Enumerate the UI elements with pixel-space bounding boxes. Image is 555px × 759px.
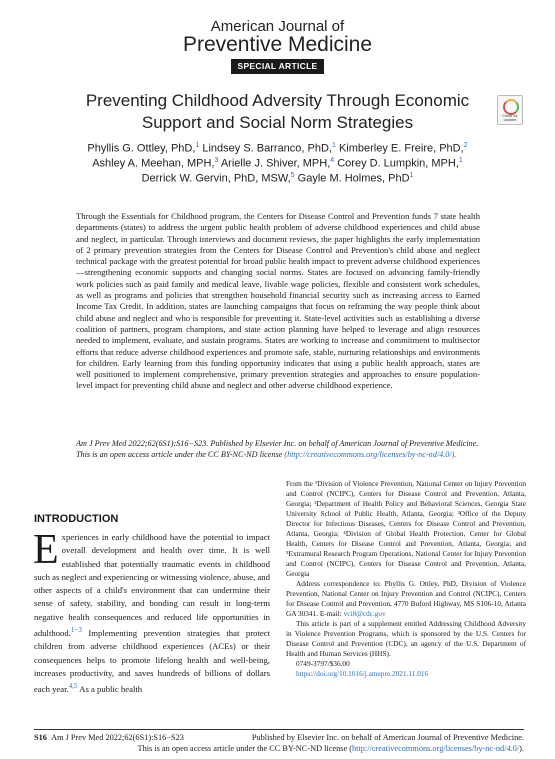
issn-price: 0749-3797/$36.00 [296, 659, 350, 668]
title-line1: Preventing Childhood Adversity Through Economic [85, 91, 470, 110]
affiliation-ref[interactable]: 1 [195, 142, 200, 149]
abstract-text: Through the Essentials for Childhood program, the Centers for Disease Control and Prevention funds 7 state health departments (states) to address the urgent public health problem of adverse childhood experiences and child abuse and neglect, in particular. Through interviews and document reviews, the paper highlights the early implementation of 2 primary prevention strategies from the Centers for Disease Control and Prevention's child abuse and neglect technical package with the greatest potential for broad public health impact to prevent adverse childhood experiences—strengthening economic supports and changing social norms. States are focused on advancing family-friendly work policies such as paid family and medical leave, livable wage policies, flexible and consistent work schedules, as well as programs and policies that strengthen household financial security such as increasing access to Earned Income Tax Credit. In addition, states are launching campaigns that focus on reframing the way people think about child abuse and neglect and who is responsible for preventing it. State-level activities such as establishing a diverse coalition of partners, program champions, and state action planning have helped to leverage and align resources needed to implement, evaluate, and sustain programs. States are working to increase and commitment to multisector efforts that reduce adverse childhood experiences and promote safe, stable, nurturing relationships and environments for children. Early learning from this funding opportunity indicates that using a public health approach, states are well positioned to implement comprehensive, primary prevention strategies and approaches to ensure population-level impact for preventing child abuse and neglect and other adverse childhood experience. [76, 211, 480, 391]
check-updates-label: Check for updates [502, 114, 518, 122]
article-title [60, 90, 495, 134]
intro-text-1: xperiences in early childhood have the potential to impact overall development and health over time. It is well established that potentially traumatic events in childhood such as neglect and experiencing or witnessing violence, abuse, and other aspects of a child's environment that can undermine their sense of safety, stability, and bonding can result in long-term negative health consequences and reduced life opportunities in adulthood. [34, 532, 270, 638]
check-updates-ring [503, 99, 519, 115]
footer-citation: Am J Prev Med 2022;62(6S1):S16−S23 [51, 733, 184, 742]
page-number: S16 [34, 733, 47, 742]
author-name: Arielle J. Shiver, MPH, [218, 157, 331, 170]
footer-license-link[interactable]: http://creativecommons.org/licenses/by-nc-nd/4.0/ [352, 744, 520, 753]
reference-link[interactable]: 4,5 [68, 682, 78, 691]
author-name: Phyllis G. Ottley, PhD, [87, 142, 196, 155]
author-name: Gayle M. Holmes, PhD [294, 172, 410, 185]
footer-license-text: This is an open access article under the CC BY-NC-ND license ( [137, 744, 353, 753]
citation-text: Am J Prev Med 2022;62(6S1):S16−S23. Published by Elsevier Inc. on behalf of American Journal of Preventive Medicine. This is an open access article under the CC BY-NC-ND license [76, 439, 479, 459]
affiliation-ref[interactable]: 1 [458, 157, 463, 164]
supplement-note: This article is part of a supplement entitled Addressing Childhood Adversity in Violence Prevention Programs, which is sponsored by the U.S. Centers for Disease Control and Prevention (CDC), an agency of the U.S. Department of Health and Human Services (HHS). [286, 619, 526, 658]
section-heading-introduction: INTRODUCTION [34, 513, 119, 525]
correspondence-text [286, 579, 526, 619]
author-line-3 [40, 168, 515, 187]
footer-publisher: Published by Elsevier Inc. on behalf of American Journal of Preventive Medicine. [251, 733, 524, 742]
author-name: Derrick W. Gervin, PhD, MSW, [141, 172, 291, 185]
author-name: Corey D. Lumpkin, MPH, [334, 157, 459, 170]
affiliation-ref[interactable]: 3 [214, 157, 219, 164]
license-link[interactable]: (http://creativecommons.org/licenses/by-nc-nd/4.0/). [284, 450, 457, 459]
abstract-citation [76, 438, 480, 460]
introduction-body [33, 527, 270, 696]
reference-link[interactable]: 1−3 [70, 626, 82, 635]
author-name: Lindsey S. Barranco, PhD, [199, 142, 332, 155]
author-name: Kimberley E. Freire, PhD, [335, 142, 464, 155]
author-name: Ashley A. Meehan, MPH, [92, 157, 215, 170]
affiliation-ref[interactable]: 2 [463, 142, 468, 149]
check-for-updates-icon[interactable] [497, 95, 523, 125]
footer-line-1 [34, 733, 524, 742]
email-link[interactable]: vci8@cdc.gov [343, 609, 386, 618]
affiliations-column [286, 479, 526, 679]
intro-text-2: Implementing prevention strategies that protect children from adverse childhood experiences (ACEs) or their consequences helps to promote lifelong health and well-being, increases productivity, and saves hundreds of billions of dollars each year. [34, 627, 270, 695]
article-type-badge: SPECIAL ARTICLE [231, 59, 324, 74]
footer-divider [34, 729, 524, 730]
affiliation-ref[interactable]: 4 [330, 157, 335, 164]
journal-name-line2: Preventive Medicine [182, 33, 373, 56]
title-line2: Support and Social Norm Strategies [141, 113, 414, 132]
affiliation-ref[interactable]: 5 [290, 172, 295, 179]
intro-text-3: As a public health [77, 684, 143, 695]
drop-cap: E [33, 527, 59, 573]
correspondence-address: Address correspondence to: Phyllis G. Ottley, PhD, Division of Violence Prevention, National Center on Injury Prevention and Control (NCIPC), Centers for Disease Control and Prevention, 4770 Buford Highway, MS S106-10, Atlanta GA 30341. E-mail: [286, 579, 526, 618]
journal-name-line1: American Journal of [210, 18, 345, 35]
affiliation-ref[interactable]: 1 [409, 172, 414, 179]
affiliations-text: From the ¹Division of Violence Prevention, National Center on Injury Prevention and Control (NCIPC), Centers for Disease Control and Prevention, Atlanta, Georgia; ²Department of Health Policy and Behavioral Sciences, Georgia State University School of Public Health, Atlanta, Georgia; ³Office of the Deputy Director for Infectious Diseases, Centers for Disease Control and Prevention, Atlanta, Georgia; ⁴Division of Global Health Protection, Center for Global Health, Centers for Disease Control and Prevention, Atlanta, Georgia; and ⁵Extramural Research Program Operations, National Center for Injury Prevention and Control (NCIPC), Centers for Disease Control and Prevention, Atlanta, Georgia [286, 479, 526, 578]
affiliation-ref[interactable]: 1 [332, 142, 336, 149]
footer-line-2 [34, 744, 524, 753]
doi-link[interactable]: https://doi.org/10.1016/j.amepre.2021.11.016 [296, 669, 429, 678]
footer-license-end: ). [519, 744, 524, 753]
